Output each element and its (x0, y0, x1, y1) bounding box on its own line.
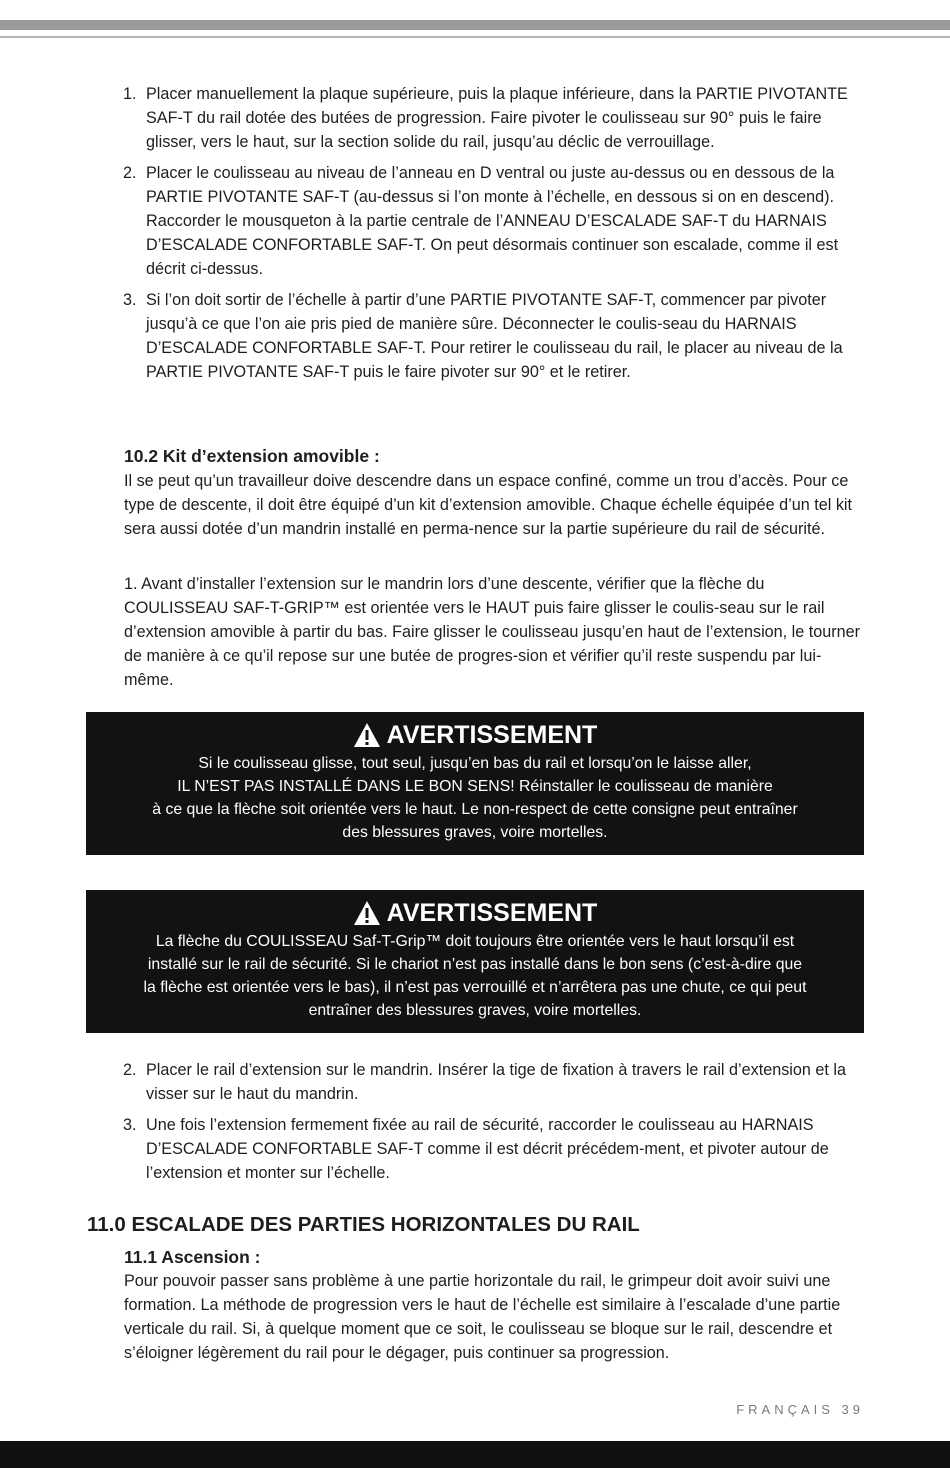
numbered-list-swivel (123, 82, 865, 391)
list-number: 3. (123, 1116, 137, 1134)
warning-body (96, 752, 854, 844)
top-rule-thin (0, 36, 950, 38)
list-number: 2. (123, 1061, 137, 1079)
warning-triangle-icon (353, 900, 381, 926)
warning-title-text: AVERTISSEMENT (386, 899, 598, 927)
numbered-list-extension (123, 1058, 865, 1192)
warning-triangle-icon (353, 722, 381, 748)
warning-box-1 (86, 712, 864, 855)
bottom-bar (0, 1441, 950, 1468)
top-rule-thick (0, 20, 950, 30)
section-10-2-heading: 10.2 Kit d’extension amovible : (124, 446, 380, 466)
list-item (123, 82, 865, 154)
list-item (123, 161, 865, 281)
section-10-2-step-1: 1. Avant d’installer l’extension sur le mandrin lors d’une descente, vérifier que la flèche du COULISSEAU SAF-T-GRIP™ est orientée vers le HAUT puis faire glisser le coulis-seau sur le rail d’extension amovible à partir du bas. Faire glisser le coulisseau jusqu’en haut de l’extension, le tourner de manière à ce qu’il repose sur une butée de progres-sion et vérifier qu’il reste suspendu par lui-même. (124, 575, 861, 689)
list-text: Si l’on doit sortir de l’échelle à partir d’une PARTIE PIVOTANTE SAF-T, commencer par pivoter jusqu’à ce que l’on aie pris pied de manière sûre. Déconnecter le coulis-seau du HARNAIS D’ESCALADE CONFORTABLE SAF-T. Pour retirer le coulisseau du rail, le placer au niveau de la PARTIE PIVOTANTE SAF-T puis le faire pivoter sur 90° et le retirer. (146, 291, 843, 381)
warning-line: des blessures graves, voire mortelles. (342, 824, 608, 841)
list-text: Une fois l’extension fermement fixée au rail de sécurité, raccorder le coulisseau au HARNAIS D’ESCALADE CONFORTABLE SAF-T comme il est décrit précédem-ment, et pivoter autour de l’extension et monter sur l’échelle. (146, 1116, 829, 1182)
list-item (123, 288, 865, 384)
section-11-heading: 11.0 ESCALADE DES PARTIES HORIZONTALES DU RAIL (87, 1213, 640, 1236)
list-number: 3. (123, 291, 137, 309)
warning-line: entraîner des blessures graves, voire mortelles. (308, 1002, 642, 1019)
warning-body (96, 930, 854, 1022)
list-number: 1. (123, 85, 137, 103)
list-item (123, 1113, 865, 1185)
page-footer-label: FRANÇAIS 39 (736, 1402, 864, 1417)
warning-line: Si le coulisseau glisse, tout seul, jusqu’en bas du rail et lorsqu’on le laisse aller, (198, 755, 752, 772)
section-11-1-heading: 11.1 Ascension : (124, 1247, 261, 1267)
warning-title (86, 720, 864, 750)
warning-title-text: AVERTISSEMENT (386, 721, 598, 749)
list-item (123, 1058, 865, 1106)
list-text: Placer manuellement la plaque supérieure, puis la plaque inférieure, dans la PARTIE PIVOTANTE SAF-T du rail dotée des butées de progression. Faire pivoter le coulisseau sur 90° puis le faire glisser, vers le haut, sur la section solide du rail, jusqu’au déclic de verrouillage. (146, 85, 848, 151)
warning-line: à ce que la flèche soit orientée vers le haut. Le non-respect de cette consigne peut entraîner (152, 801, 798, 818)
list-number: 2. (123, 164, 137, 182)
warning-title (86, 898, 864, 928)
warning-line: installé sur le rail de sécurité. Si le chariot n’est pas installé dans le bon sens (c’est-à-dire que (147, 956, 803, 973)
warning-line: La flèche du COULISSEAU Saf-T-Grip™ doit toujours être orientée vers le haut lorsqu’il est (155, 933, 795, 950)
warning-line: la flèche est orientée vers le bas), il n’est pas verrouillé et n’arrêtera pas une chute, ce qui peut (143, 979, 807, 996)
list-text: Placer le rail d’extension sur le mandrin. Insérer la tige de fixation à travers le rail d’extension et la visser sur le haut du mandrin. (146, 1061, 847, 1103)
section-11-1-text: Pour pouvoir passer sans problème à une partie horizontale du rail, le grimpeur doit avoir suivi une formation. La méthode de progression vers le haut de l’échelle est similaire à l’escalade d’une partie verticale du rail. Si, à quelque moment que ce soit, le coulisseau se bloque sur le rail, descendre et s’éloigner légèrement du rail pour le dégager, puis continuer sa progression. (124, 1272, 841, 1362)
section-10-2-intro: Il se peut qu’un travailleur doive descendre dans un espace confiné, comme un trou d’accès. Pour ce type de descente, il doit être équipé d’un kit d’extension amovible. Chaque échelle équipée d’un tel kit sera aussi dotée d’un mandrin installé en perma-nence sur la partie supérieure du rail de sécurité. (124, 472, 853, 538)
list-text: Placer le coulisseau au niveau de l’anneau en D ventral ou juste au-dessus ou en dessous de la PARTIE PIVOTANTE SAF-T (au-dessus si l’on monte à l’échelle, en dessous si on en descend). Raccorder le mousqueton à la partie centrale de l’ANNEAU D’ESCALADE SAF-T du HARNAIS D’ESCALADE CONFORTABLE SAF-T. On peut désormais continuer son escalade, comme il est décrit ci-dessus. (146, 164, 839, 278)
warning-box-2 (86, 890, 864, 1033)
warning-line: IL N’EST PAS INSTALLÉ DANS LE BON SENS! Réinstaller le coulisseau de manière (177, 778, 773, 795)
